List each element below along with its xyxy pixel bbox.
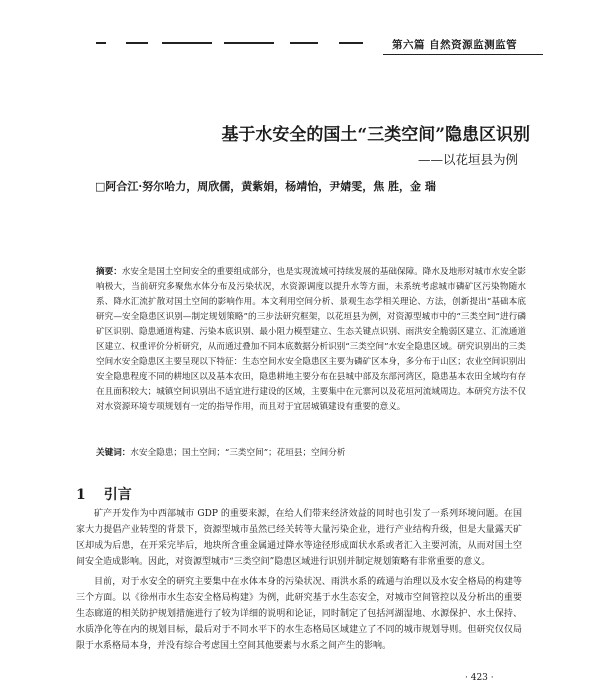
header-dash bbox=[126, 42, 148, 44]
section-heading bbox=[76, 484, 150, 504]
article-title: 基于水安全的国土“三类空间”隐患区识别 bbox=[221, 125, 530, 145]
article-subtitle: ——以花垣县为例 bbox=[417, 152, 518, 167]
section-title: 引言 bbox=[103, 487, 132, 503]
header-chapter: 第六篇 自然资源监测监管 bbox=[392, 39, 518, 51]
header-dash bbox=[96, 42, 106, 44]
header-rule bbox=[383, 54, 543, 55]
header-dash bbox=[162, 42, 212, 44]
running-header bbox=[0, 0, 600, 60]
abstract-label: 摘要： bbox=[96, 267, 122, 277]
header-dash bbox=[224, 42, 274, 44]
body-paragraph: 矿产开发作为中西部城市 GDP 的重要来源，在给人们带来经济效益的同时也引发了一系列环境问题。在国家大力提倡产业转型的背景下，资源型城市虽然已经关转等大量污染企业，进行产业结构升级，但是大量露天矿区却成为后患，在开采完毕后，地块所含重金属通过降水等途径形成面状水系或者汇入主要河流，从而对国土空间安全造成影响。因此，对资源型城市“三类空间”隐患区域进行识别并制定规划策略有非常重要的意义。 bbox=[76, 509, 522, 567]
keywords-text: 水安全隐患；国土空间；“三类空间”；花垣县；空间分析 bbox=[130, 448, 346, 458]
abstract-text: 水安全是国土空间安全的重要组成部分，也是实现流域可持续发展的基础保障。降水及地形对城市水安全影响极大，当前研究多聚焦水体分布及污染状况，水资源调度以提升水等方面，未系统考虑城市磷矿区污染物随水系、降水汇流扩散对国土空间的影响作用。本文利用空间分析、景观生态学相关理论、方法，创新提出“基础本底研究—安全隐患区识别—制定规划策略”的三步法研究框架，以花垣县为例，对资源型城市中的“三类空间”进行磷矿区识别、隐患通道构建、污染本底识别、最小阻力模型建立、生态关键点识别、雨洪安全脆弱区建立、汇流通道区建立、权重评价分析研究，从而通过叠加不同本底数据分析识别“三类空间”水安全隐患区域。研究识别出的三类空间水安全隐患区主要呈现以下特征：生态空间水安全隐患区主要为磷矿区本身，多分布于山区；农业空间识别出安全隐患程度不同的耕地区以及基本农田，隐患耕地主要分布在县城中部及东部河湾区，隐患基本农田全域均有存在且面积较大；城镇空间识别出不适宜进行建设的区域，主要集中在元寨河以及花垣河流域周边。本研究方法不仅对水资源环境专项规划有一定的指导作用，而且对于宜居城镇建设有重要的意义。 bbox=[96, 267, 526, 412]
article-authors: □阿合江·努尔哈力，周欣儒，黄紫娟，杨靖怡，尹婧雯，焦 胜，金 瑞 bbox=[95, 180, 436, 193]
header-dash bbox=[339, 42, 363, 44]
keywords-label: 关键词： bbox=[96, 448, 131, 458]
header-dash bbox=[290, 42, 318, 44]
keywords bbox=[96, 446, 526, 461]
page-number: · 423 · bbox=[465, 673, 494, 683]
section-number: 1 bbox=[76, 487, 86, 503]
abstract bbox=[96, 265, 526, 415]
body-paragraph: 目前，对于水安全的研究主要集中在水体本身的污染状况、雨洪水系的疏通与治理以及水安全格局的构建等三个方面。以《徐州市水生态安全格局构建》为例，此研究基于水生态安全，对城市空间管控以及分析出的重要生态廊道的相关防护规划措施进行了较为详细的说明和论证，同时制定了包括河湖湿地、水源保护、水土保持、水质净化等在内的规划目标，最后对于不同水平下的水生态格局区域建立了不同的城市规划导则。但研究仅仅局限于水系格局本身，并没有综合考虑国土空间其他要素与水系之间产生的影响。 bbox=[76, 577, 522, 651]
